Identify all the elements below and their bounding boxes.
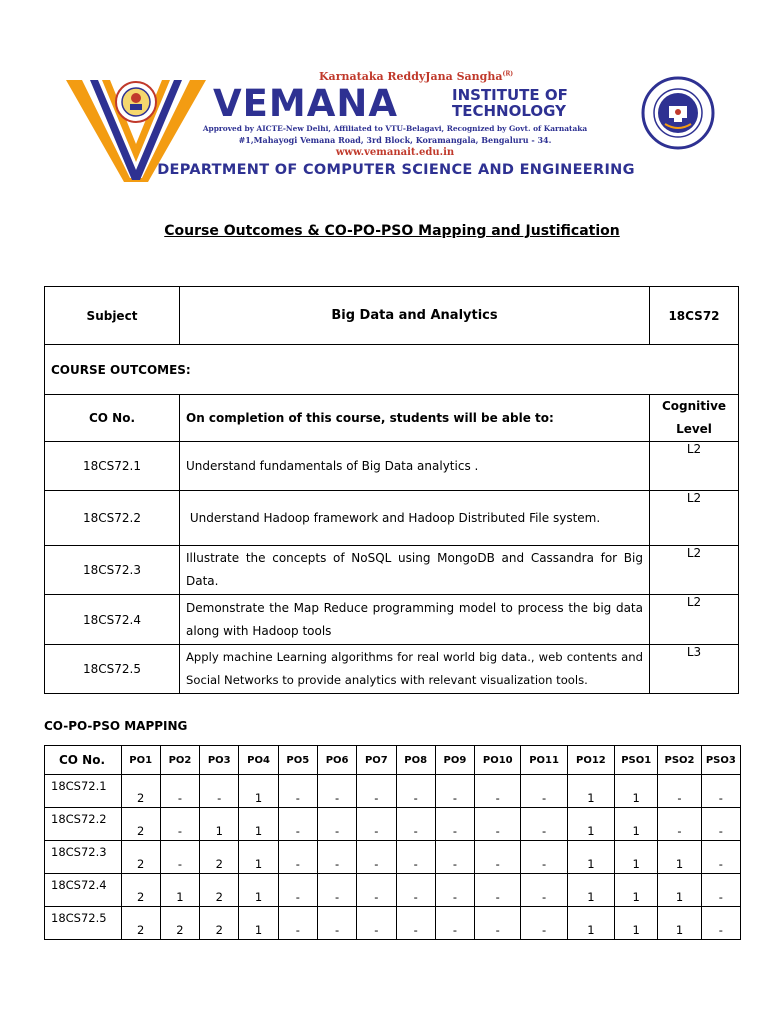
mapping-cell: - (475, 874, 521, 907)
mapping-row (45, 808, 741, 841)
mapping-cell: 2 (160, 907, 199, 940)
mapping-co-header: CO No. (45, 746, 122, 775)
mapping-cell: - (160, 775, 199, 808)
mapping-column-header: PO12 (567, 746, 614, 775)
mapping-cell: - (278, 874, 317, 907)
mapping-cell: - (278, 808, 317, 841)
letterhead (66, 68, 716, 186)
co-description: Apply machine Learning algorithms for real world big data., web contents and Social Networks to provide analytics with relevant visualization tools. (180, 645, 650, 694)
co-description: Illustrate the concepts of NoSQL using MongoDB and Cassandra for Big Data. (180, 546, 650, 595)
mapping-cell: - (658, 775, 701, 808)
mapping-column-header: PO4 (239, 746, 278, 775)
institute-subtitle: INSTITUTE OF TECHNOLOGY (452, 86, 568, 120)
mapping-cell: 2 (200, 907, 239, 940)
co-row (45, 595, 739, 645)
mapping-cell: - (435, 775, 474, 808)
mapping-cell: - (278, 841, 317, 874)
co-level: L3 (650, 645, 739, 694)
co-number: 18CS72.3 (45, 546, 180, 595)
mapping-column-header: PO1 (121, 746, 160, 775)
co-description: Understand fundamentals of Big Data analytics . (180, 442, 650, 491)
mapping-cell: 1 (200, 808, 239, 841)
mapping-co-number: 18CS72.5 (45, 907, 122, 940)
co-level: L2 (650, 491, 739, 546)
mapping-cell: - (317, 841, 356, 874)
mapping-cell: 2 (121, 907, 160, 940)
course-outcomes-table (44, 286, 739, 694)
mapping-cell: 1 (615, 808, 658, 841)
co-number: 18CS72.2 (45, 491, 180, 546)
mapping-cell: - (357, 808, 396, 841)
mapping-cell: - (278, 775, 317, 808)
mapping-cell: - (475, 841, 521, 874)
mapping-column-header: PO2 (160, 746, 199, 775)
mapping-cell: 1 (615, 775, 658, 808)
department-name: DEPARTMENT OF COMPUTER SCIENCE AND ENGINEERING (157, 162, 635, 178)
co-level: L2 (650, 546, 739, 595)
mapping-cell: - (317, 907, 356, 940)
approval-line: Approved by AICTE-New Delhi, Affiliated to VTU-Belagavi, Recognized by Govt. of Karnataka (202, 124, 588, 133)
mapping-cell: - (357, 907, 396, 940)
subject-row (45, 287, 739, 345)
mapping-column-header: PSO3 (701, 746, 740, 775)
mapping-cell: - (521, 907, 567, 940)
mapping-cell: - (658, 808, 701, 841)
mapping-cell: - (701, 841, 740, 874)
mapping-cell: 1 (239, 808, 278, 841)
co-row (45, 645, 739, 694)
mapping-cell: - (435, 874, 474, 907)
mapping-cell: 1 (239, 841, 278, 874)
mapping-cell: - (357, 841, 396, 874)
mapping-cell: 2 (121, 874, 160, 907)
mapping-cell: - (475, 808, 521, 841)
co-description: Understand Hadoop framework and Hadoop Distributed File system. (180, 491, 650, 546)
mapping-cell: 2 (121, 775, 160, 808)
mapping-cell: - (200, 775, 239, 808)
mapping-cell: 1 (615, 907, 658, 940)
co-header-row (45, 395, 739, 442)
mapping-cell: - (435, 841, 474, 874)
mapping-cell: - (357, 775, 396, 808)
mapping-cell: - (701, 808, 740, 841)
mapping-cell: - (396, 874, 435, 907)
mapping-cell: 2 (121, 841, 160, 874)
mapping-cell: - (435, 808, 474, 841)
mapping-cell: - (521, 775, 567, 808)
mapping-cell: 1 (658, 874, 701, 907)
course-outcomes-heading: COURSE OUTCOMES: (45, 345, 739, 395)
address-line: #1,Mahayogi Vemana Road, 3rd Block, Koramangala, Bengaluru - 34. (238, 135, 552, 145)
mapping-cell: - (521, 808, 567, 841)
mapping-cell: 1 (658, 907, 701, 940)
co-row (45, 442, 739, 491)
mapping-column-header: PSO2 (658, 746, 701, 775)
co-number: 18CS72.5 (45, 645, 180, 694)
co-number: 18CS72.4 (45, 595, 180, 645)
mapping-cell: 2 (200, 841, 239, 874)
mapping-row (45, 841, 741, 874)
department-seal-icon (641, 76, 715, 150)
mapping-co-number: 18CS72.3 (45, 841, 122, 874)
mapping-row (45, 874, 741, 907)
mapping-column-header: PO10 (475, 746, 521, 775)
mapping-cell: - (396, 841, 435, 874)
mapping-cell: - (317, 808, 356, 841)
mapping-cell: 1 (567, 841, 614, 874)
mapping-cell: - (278, 907, 317, 940)
website-link[interactable]: www.vemanait.edu.in (335, 147, 455, 158)
subject-code: 18CS72 (650, 287, 739, 345)
mapping-cell: - (317, 775, 356, 808)
mapping-co-number: 18CS72.2 (45, 808, 122, 841)
mapping-co-number: 18CS72.4 (45, 874, 122, 907)
mapping-row (45, 907, 741, 940)
mapping-cell: 1 (567, 808, 614, 841)
page-title: Course Outcomes & CO-PO-PSO Mapping and Justification (164, 223, 620, 239)
sangha-name: Karnataka ReddyJana Sangha$^{(R)}$ (319, 70, 514, 83)
mapping-column-header: PO8 (396, 746, 435, 775)
mapping-cell: - (435, 907, 474, 940)
co-po-pso-mapping-table (44, 745, 741, 940)
mapping-cell: 2 (200, 874, 239, 907)
mapping-cell: - (317, 874, 356, 907)
mapping-cell: - (521, 841, 567, 874)
subject-name: Big Data and Analytics (180, 287, 650, 345)
mapping-cell: 1 (567, 874, 614, 907)
mapping-column-header: PO7 (357, 746, 396, 775)
co-number: 18CS72.1 (45, 442, 180, 491)
cognitive-level-header: Cognitive Level (650, 395, 739, 442)
mapping-cell: 1 (239, 907, 278, 940)
mapping-column-header: PO5 (278, 746, 317, 775)
mapping-cell: - (396, 907, 435, 940)
mapping-cell: 1 (160, 874, 199, 907)
mapping-column-header: PO11 (521, 746, 567, 775)
mapping-cell: 1 (615, 874, 658, 907)
mapping-heading: CO-PO-PSO MAPPING (44, 719, 188, 733)
co-description: Demonstrate the Map Reduce programming model to process the big data along with Hadoop tools (180, 595, 650, 645)
mapping-co-number: 18CS72.1 (45, 775, 122, 808)
mapping-cell: - (475, 907, 521, 940)
mapping-cell: 1 (567, 775, 614, 808)
co-desc-header: On completion of this course, students will be able to: (180, 395, 650, 442)
mapping-cell: 1 (615, 841, 658, 874)
mapping-cell: - (701, 874, 740, 907)
mapping-column-header: PO3 (200, 746, 239, 775)
mapping-column-header: PO6 (317, 746, 356, 775)
mapping-cell: - (521, 874, 567, 907)
co-row (45, 491, 739, 546)
mapping-cell: - (160, 808, 199, 841)
mapping-header-row (45, 746, 741, 775)
mapping-cell: - (701, 775, 740, 808)
co-level: L2 (650, 442, 739, 491)
co-level: L2 (650, 595, 739, 645)
mapping-cell: 1 (239, 874, 278, 907)
mapping-cell: - (396, 808, 435, 841)
mapping-cell: 1 (239, 775, 278, 808)
mapping-row (45, 775, 741, 808)
co-no-header: CO No. (45, 395, 180, 442)
course-outcomes-heading-row (45, 345, 739, 395)
mapping-cell: - (475, 775, 521, 808)
mapping-cell: 1 (567, 907, 614, 940)
mapping-cell: - (357, 874, 396, 907)
institute-name: VEMANA (213, 82, 398, 125)
mapping-cell: - (160, 841, 199, 874)
co-row (45, 546, 739, 595)
mapping-cell: 1 (658, 841, 701, 874)
mapping-cell: 2 (121, 808, 160, 841)
mapping-cell: - (396, 775, 435, 808)
mapping-cell: - (701, 907, 740, 940)
mapping-column-header: PSO1 (615, 746, 658, 775)
subject-label: Subject (45, 287, 180, 345)
mapping-column-header: PO9 (435, 746, 474, 775)
